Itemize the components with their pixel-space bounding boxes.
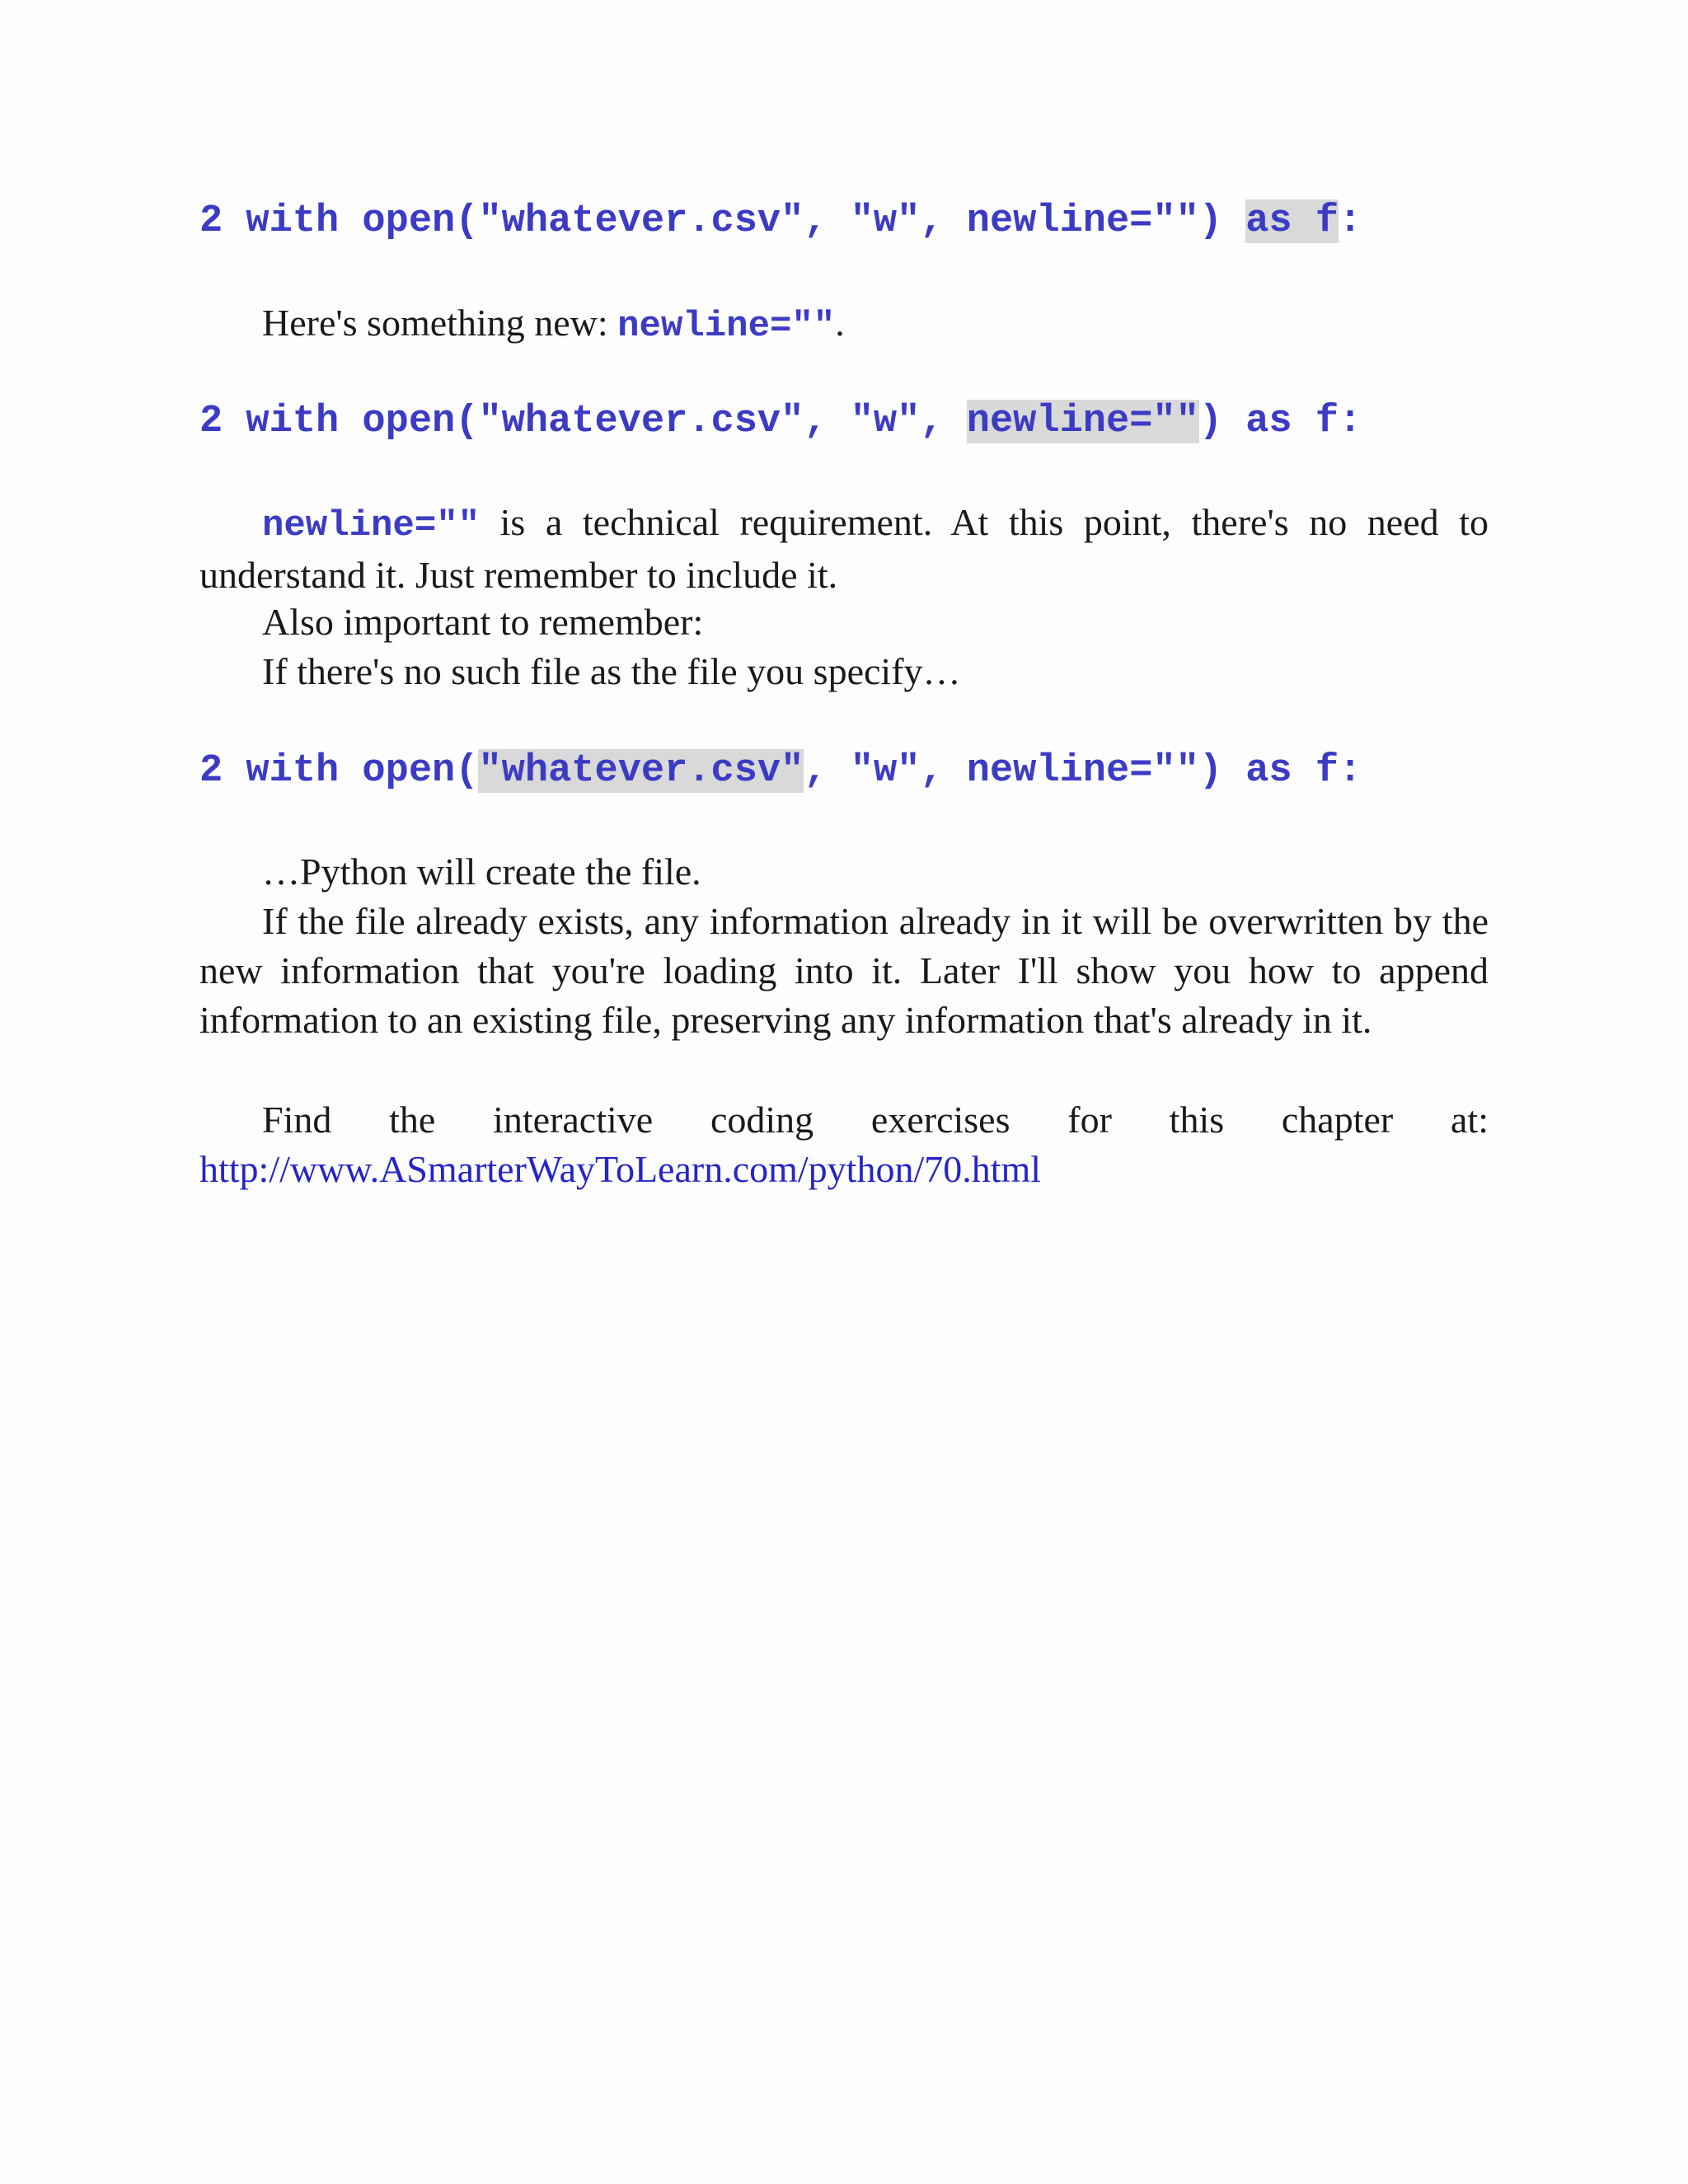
code-highlight: newline="": [966, 400, 1199, 443]
code-text: , "w", newline="") as f:: [804, 749, 1362, 793]
paragraph: Also important to remember:: [262, 601, 704, 643]
code-text: 2 with open(: [199, 749, 479, 793]
code-line-3: [199, 745, 1362, 798]
code-text: 2 with open("whatever.csv", "w", newline=""): [199, 199, 1246, 243]
code-line-1: [199, 195, 1362, 248]
paragraph-text: Here's something new:: [262, 302, 618, 344]
paragraph: …Python will create the file.: [262, 851, 701, 893]
paragraph: If there's no such file as the file you specify…: [262, 650, 961, 692]
code-line-2: [199, 396, 1362, 448]
exercise-link-line: [199, 1145, 1489, 1194]
paragraph: Find the interactive coding exercises for this chapter at:: [262, 1099, 1489, 1141]
code-highlight: as f: [1245, 199, 1339, 243]
inline-code: newline="": [262, 505, 481, 546]
code-text: 2 with open("whatever.csv", "w",: [199, 400, 967, 443]
code-text: :: [1339, 199, 1362, 243]
paragraph: [199, 498, 1489, 600]
code-highlight: "whatever.csv": [478, 749, 804, 793]
exercise-link[interactable]: http://www.ASmarterWayToLearn.com/python/70.html: [199, 1148, 1042, 1190]
inline-code: newline="": [617, 306, 836, 347]
paragraph-text: .: [835, 302, 845, 344]
paragraph: If the file already exists, any information already in it will be overwritten by the new information that you're loading into it. Later I'll show you how to append information to an existing file, preserving any information that's already in it.: [199, 900, 1489, 1041]
paragraph: [199, 298, 1489, 351]
code-text: ) as f:: [1198, 400, 1362, 443]
paragraph-text: is a technical requirement. At this point, there's no need to understand it. Just remember to include it.: [199, 501, 1489, 596]
